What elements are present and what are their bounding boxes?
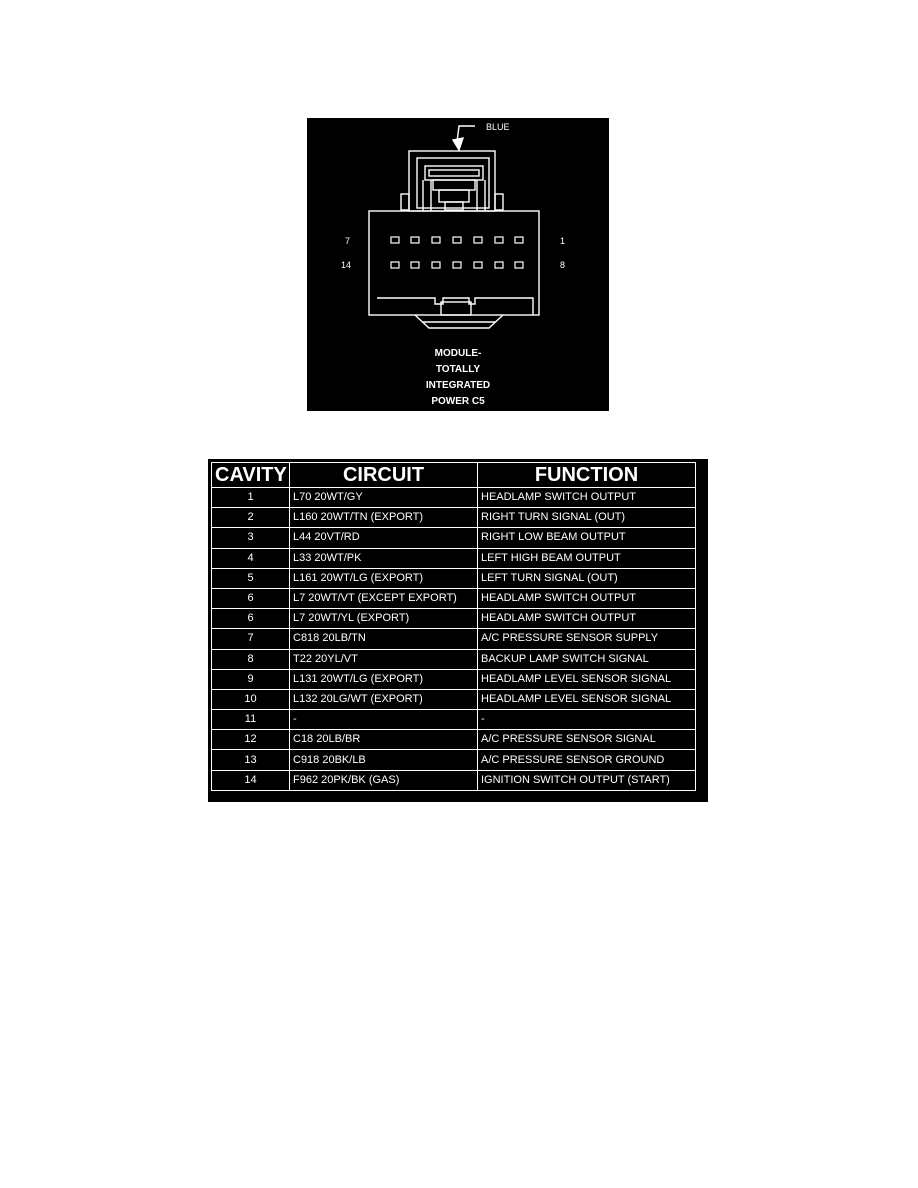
- caption-line-2: TOTALLY: [435, 364, 481, 375]
- cavity-cell: 14: [212, 770, 290, 790]
- table-row: [212, 669, 696, 689]
- caption-line-3: INTEGRATED: [425, 380, 491, 391]
- function-cell: IGNITION SWITCH OUTPUT (START): [478, 770, 696, 790]
- function-cell: RIGHT LOW BEAM OUTPUT: [478, 528, 696, 548]
- connector-body: [369, 211, 539, 315]
- circuit-cell: T22 20YL/VT: [290, 649, 478, 669]
- circuit-cell: L33 20WT/PK: [290, 548, 478, 568]
- pointer-arrowhead: [453, 138, 463, 150]
- table-row: [212, 528, 696, 548]
- pin-label-8: 8: [560, 260, 566, 270]
- table-row: [212, 629, 696, 649]
- function-cell: A/C PRESSURE SENSOR SIGNAL: [478, 730, 696, 750]
- table-row: [212, 568, 696, 588]
- table-header-row: [212, 463, 696, 488]
- cavity-cell: 6: [212, 588, 290, 608]
- circuit-cell: L7 20WT/VT (EXCEPT EXPORT): [290, 588, 478, 608]
- cavity-cell: 8: [212, 649, 290, 669]
- pin-label-7: 7: [345, 236, 351, 246]
- function-cell: HEADLAMP SWITCH OUTPUT: [478, 588, 696, 608]
- cavity-cell: 5: [212, 568, 290, 588]
- table-body: [212, 488, 696, 791]
- header-circuit: CIRCUIT: [290, 463, 478, 488]
- cavity-table-container: [208, 459, 708, 802]
- cavity-cell: 2: [212, 508, 290, 528]
- circuit-cell: L70 20WT/GY: [290, 488, 478, 508]
- table-row: [212, 689, 696, 709]
- table-row: [212, 649, 696, 669]
- cavity-cell: 1: [212, 488, 290, 508]
- cavity-table: [211, 462, 696, 791]
- function-cell: A/C PRESSURE SENSOR GROUND: [478, 750, 696, 770]
- function-cell: HEADLAMP SWITCH OUTPUT: [478, 609, 696, 629]
- caption-line-1: MODULE-: [434, 348, 482, 359]
- table-row: [212, 508, 696, 528]
- circuit-cell: F962 20PK/BK (GAS): [290, 770, 478, 790]
- circuit-cell: L44 20VT/RD: [290, 528, 478, 548]
- header-function: FUNCTION: [478, 463, 696, 488]
- table-row: [212, 710, 696, 730]
- function-cell: HEADLAMP SWITCH OUTPUT: [478, 488, 696, 508]
- circuit-cell: C818 20LB/TN: [290, 629, 478, 649]
- pin-label-1: 1: [560, 236, 566, 246]
- function-cell: A/C PRESSURE SENSOR SUPPLY: [478, 629, 696, 649]
- cavity-cell: 10: [212, 689, 290, 709]
- circuit-cell: L161 20WT/LG (EXPORT): [290, 568, 478, 588]
- table-row: [212, 488, 696, 508]
- function-cell: LEFT HIGH BEAM OUTPUT: [478, 548, 696, 568]
- function-cell: LEFT TURN SIGNAL (OUT): [478, 568, 696, 588]
- cavity-cell: 3: [212, 528, 290, 548]
- circuit-cell: L132 20LG/WT (EXPORT): [290, 689, 478, 709]
- pin-label-14: 14: [341, 260, 352, 270]
- pointer-label: BLUE: [486, 122, 510, 132]
- table-row: [212, 770, 696, 790]
- circuit-cell: L7 20WT/YL (EXPORT): [290, 609, 478, 629]
- circuit-cell: C918 20BK/LB: [290, 750, 478, 770]
- table-row: [212, 750, 696, 770]
- function-cell: BACKUP LAMP SWITCH SIGNAL: [478, 649, 696, 669]
- table-row: [212, 609, 696, 629]
- circuit-cell: -: [290, 710, 478, 730]
- cavity-cell: 12: [212, 730, 290, 750]
- table-row: [212, 588, 696, 608]
- cavity-grid: [391, 237, 523, 268]
- function-cell: HEADLAMP LEVEL SENSOR SIGNAL: [478, 669, 696, 689]
- table-row: [212, 730, 696, 750]
- caption-line-4: POWER C5: [431, 396, 485, 407]
- circuit-cell: L131 20WT/LG (EXPORT): [290, 669, 478, 689]
- circuit-cell: L160 20WT/TN (EXPORT): [290, 508, 478, 528]
- function-cell: RIGHT TURN SIGNAL (OUT): [478, 508, 696, 528]
- function-cell: HEADLAMP LEVEL SENSOR SIGNAL: [478, 689, 696, 709]
- connector-diagram: [307, 118, 609, 411]
- table-row: [212, 548, 696, 568]
- cavity-cell: 6: [212, 609, 290, 629]
- left-tab: [401, 194, 409, 210]
- right-tab: [495, 194, 503, 210]
- cavity-cell: 4: [212, 548, 290, 568]
- circuit-cell: C18 20LB/BR: [290, 730, 478, 750]
- cavity-cell: 13: [212, 750, 290, 770]
- cavity-cell: 7: [212, 629, 290, 649]
- cavity-cell: 9: [212, 669, 290, 689]
- cavity-cell: 11: [212, 710, 290, 730]
- header-cavity: CAVITY: [212, 463, 290, 488]
- function-cell: -: [478, 710, 696, 730]
- latch-top-bar: [425, 166, 483, 180]
